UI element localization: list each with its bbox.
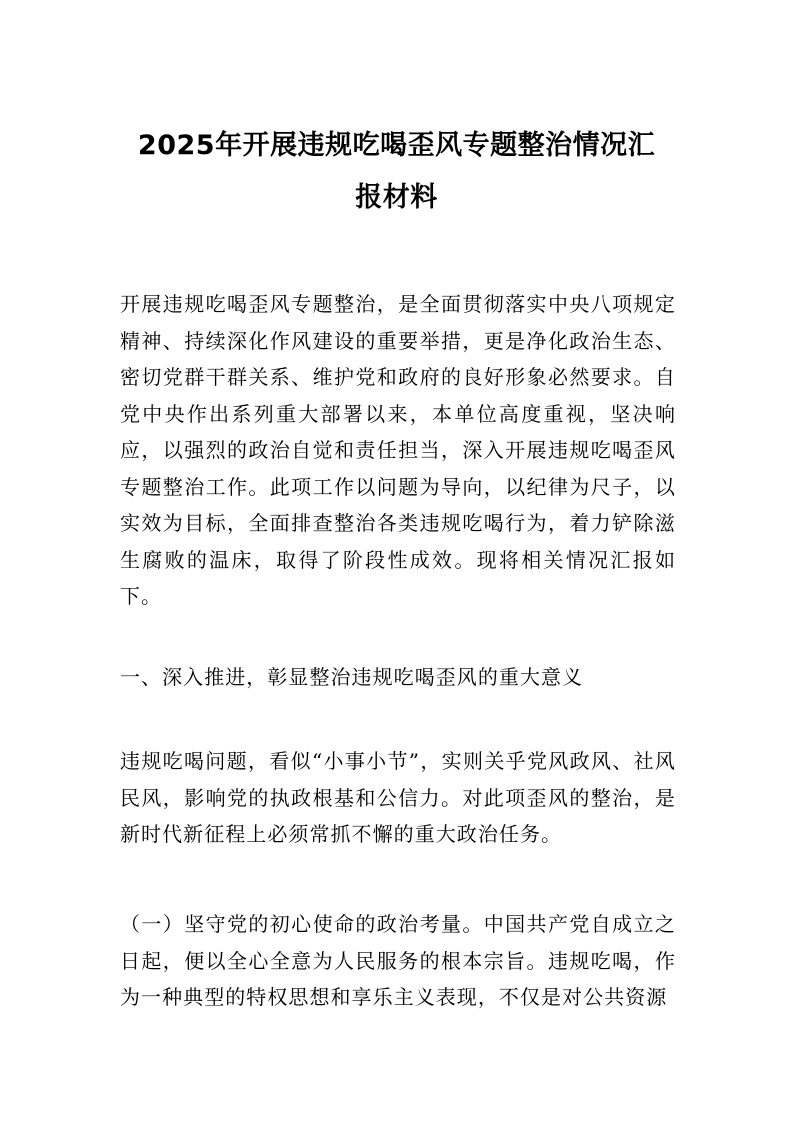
intro-paragraph: 开展违规吃喝歪风专题整治，是全面贯彻落实中央八项规定精神、持续深化作风建设的重要举措，更是净化政治生态、密切党群干群关系、维护党和政府的良好形象必然要求。自党中央作出系列重大部署以来，本单位高度重视，坚决响应，以强烈的政治自觉和责任担当，深入开展违规吃喝歪风专题整治工作。此项工作以问题为导向，以纪律为尺子，以实效为目标，全面排查整治各类违规吃喝行为，着力铲除滋生腐败的温床，取得了阶段性成效。现将相关情况汇报如下。	[120, 292, 676, 608]
title-line-2: 报材料	[355, 182, 438, 213]
title-line-1: 2025年开展违规吃喝歪风专题整治情况汇	[137, 130, 656, 161]
document-title	[120, 120, 673, 224]
section-1-paragraph: 违规吃喝问题，看似“小事小节”，实则关乎党风政风、社风民风，影响党的执政根基和公信力。对此项歪风的整治，是新时代新征程上必须常抓不懈的重大政治任务。	[120, 749, 676, 846]
subsection-1-paragraph: （一）坚守党的初心使命的政治考量。中国共产党自成立之日起，便以全心全意为人民服务的根本宗旨。违规吃喝，作为一种典型的特权思想和享乐主义表现，不仅是对公共资源	[120, 912, 676, 1009]
section-heading-1: 一、深入推进，彰显整治违规吃喝歪风的重大意义	[120, 665, 584, 689]
